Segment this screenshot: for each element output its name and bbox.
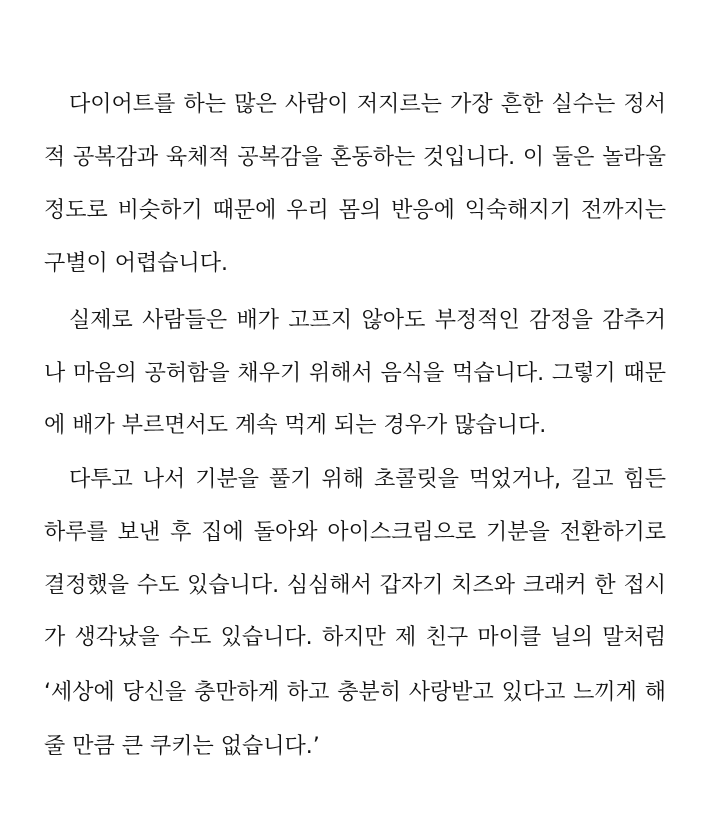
text-line: 에 배가 부르면서도 계속 먹게 되는 경우가 많습니다. <box>44 413 547 438</box>
text-line: 다투고 나서 기분을 풀기 위해 초콜릿을 먹었거나, 길고 힘든 <box>69 467 666 492</box>
text-line: 구별이 어렵습니다. <box>44 251 229 276</box>
text-line: 실제로 사람들은 배가 고프지 않아도 부정적인 감정을 감추거 <box>69 308 666 333</box>
text-line: 줄 만큼 큰 쿠키는 없습니다.’ <box>44 734 320 759</box>
text-line: ‘세상에 당신을 충만하게 하고 충분히 사랑받고 있다고 느끼게 해 <box>44 680 666 705</box>
text-line: 하루를 보낸 후 집에 돌아와 아이스크림으로 기분을 전환하기로 <box>44 520 666 545</box>
text-line: 다이어트를 하는 많은 사람이 저지르는 가장 흔한 실수는 정서 <box>69 92 666 117</box>
text-line: 결정했을 수도 있습니다. 심심해서 갑자기 치즈와 크래커 한 접시 <box>44 573 666 598</box>
text-line: 적 공복감과 육체적 공복감을 혼동하는 것입니다. 이 둘은 놀라울 <box>44 145 666 170</box>
text-line: 정도로 비슷하기 때문에 우리 몸의 반응에 익숙해지기 전까지는 <box>44 198 666 223</box>
text-line: 가 생각났을 수도 있습니다. 하지만 제 친구 마이클 닐의 말처럼 <box>44 625 666 650</box>
text-line: 나 마음의 공허함을 채우기 위해서 음식을 먹습니다. 그렇기 때문 <box>44 361 666 386</box>
